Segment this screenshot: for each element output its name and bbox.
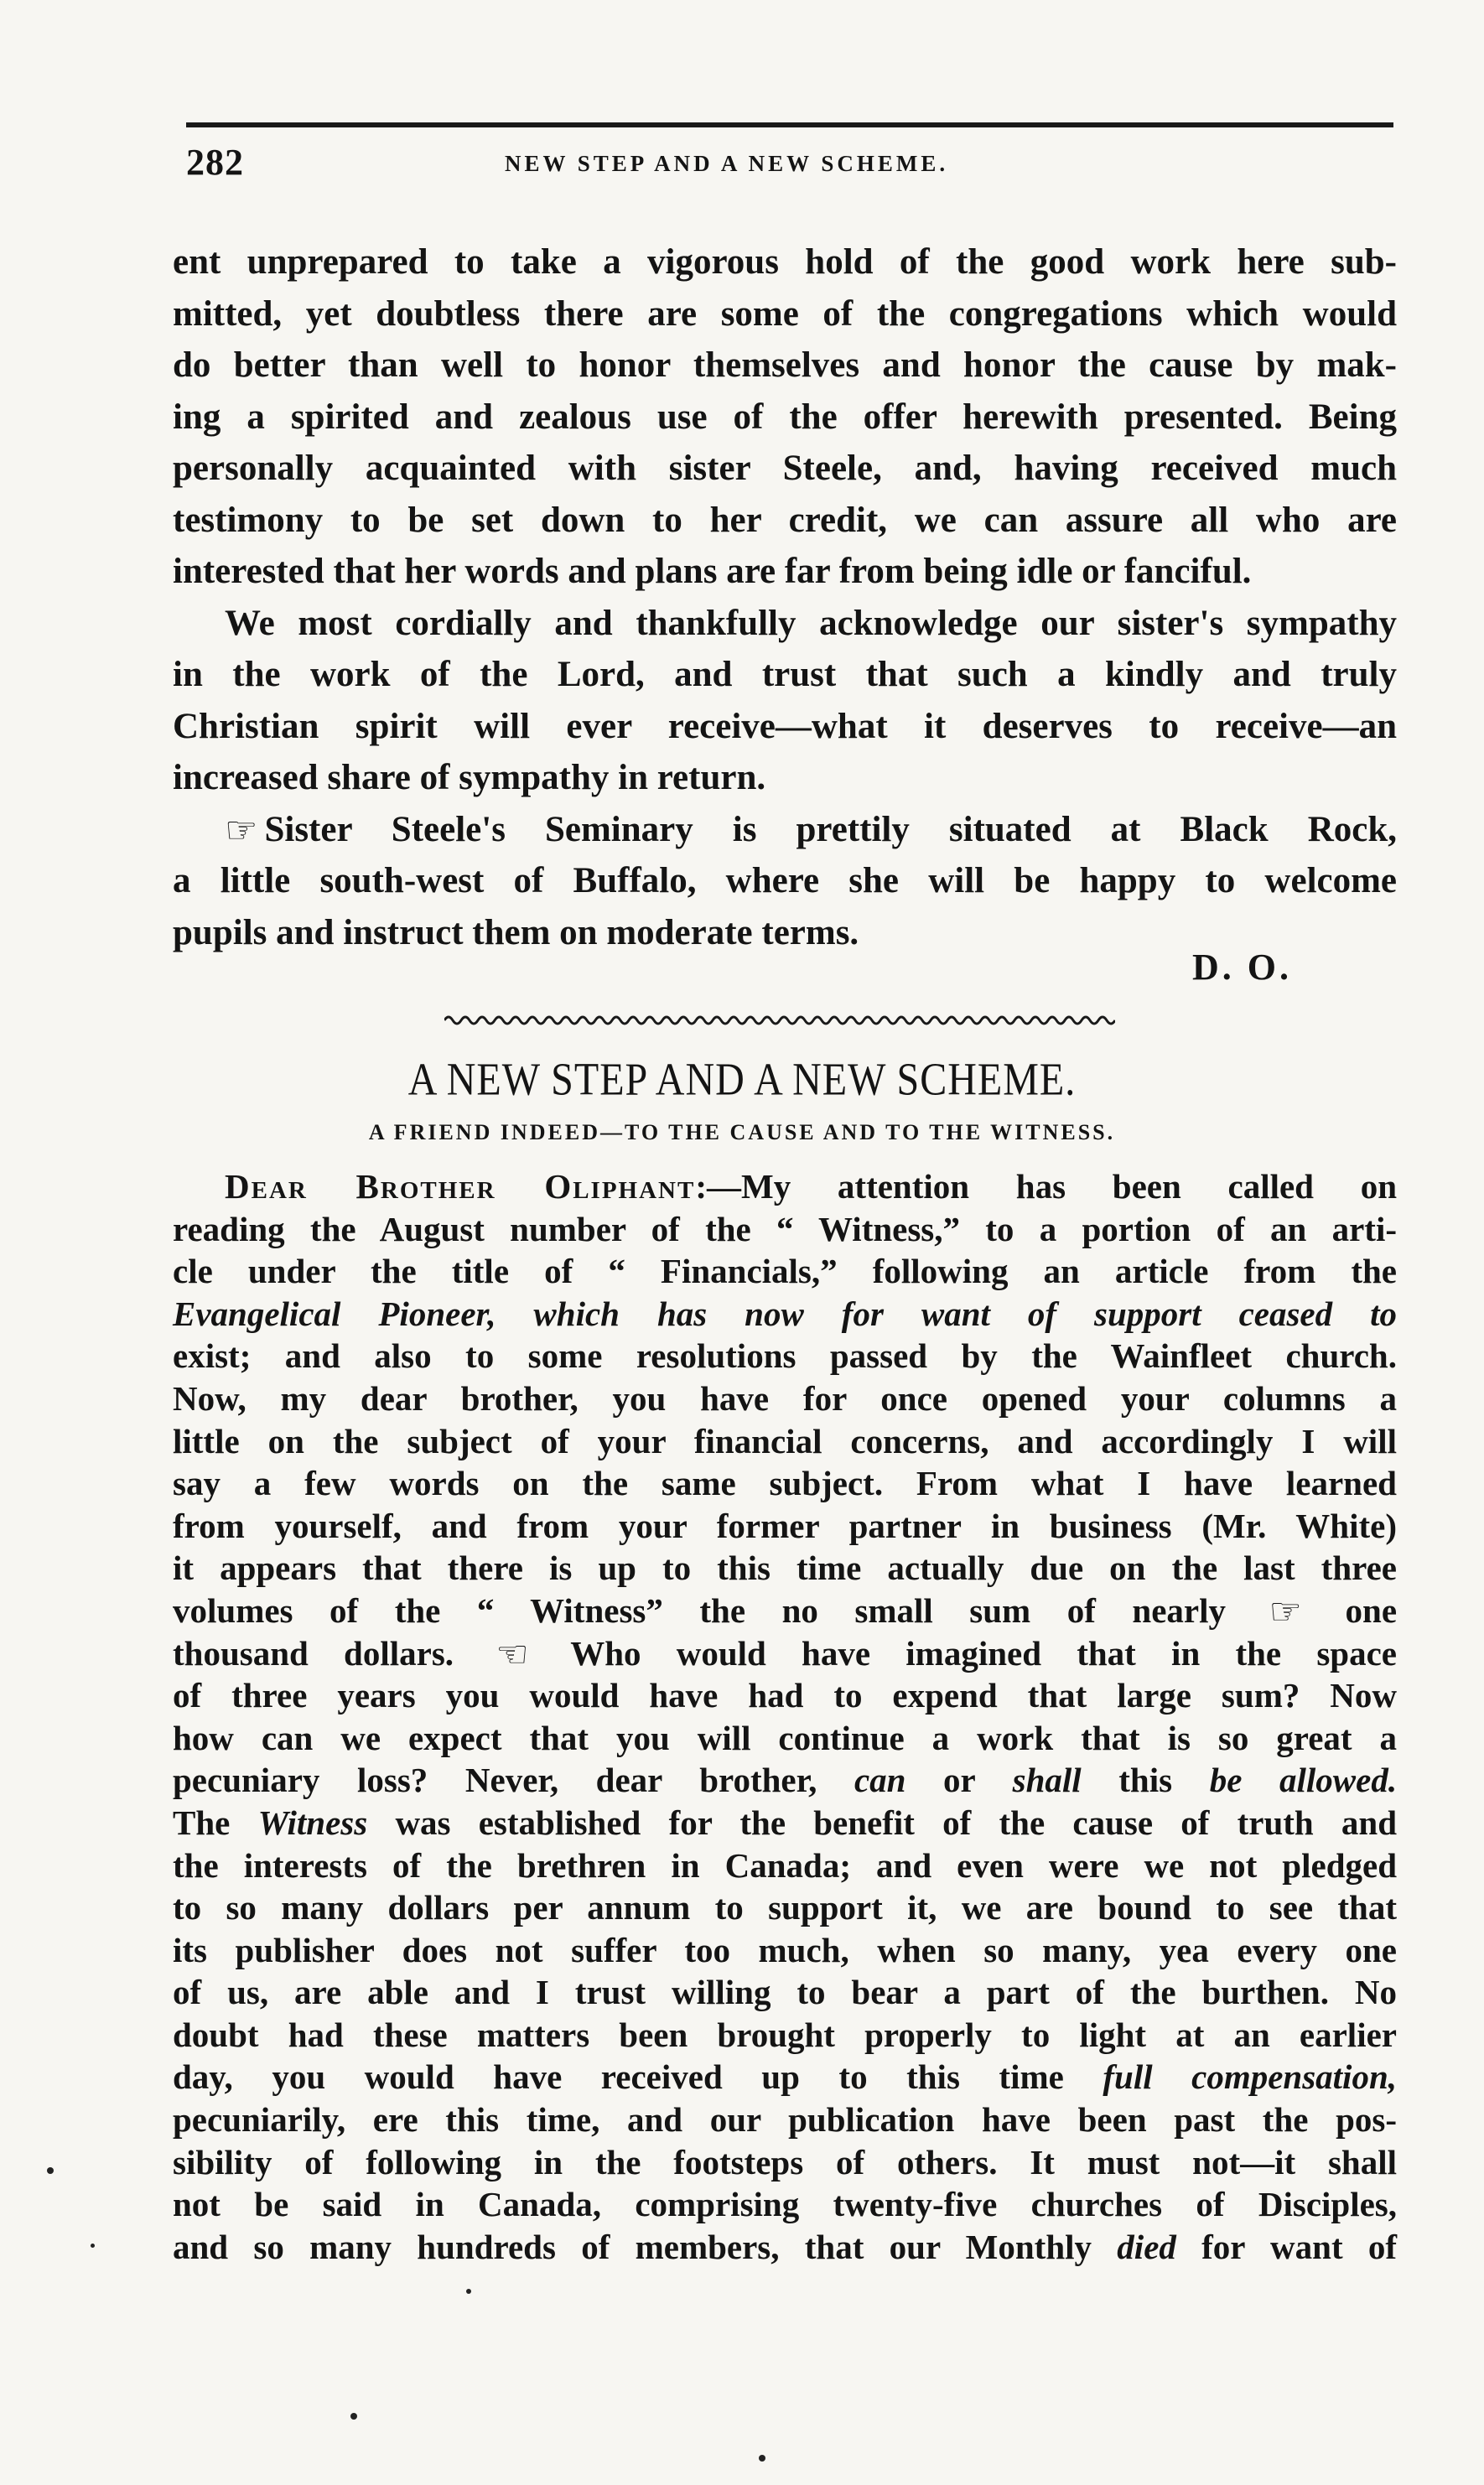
pointing-hand-icon: ☞ xyxy=(1269,1590,1302,1632)
ink-speck xyxy=(759,2455,765,2462)
text-line: pecuniarily, ere this time, and our publication have been past the pos- xyxy=(173,2100,1397,2140)
text-line: of us, are able and I trust willing to bear a part of the burthen. No xyxy=(173,1973,1397,2012)
text-line: personally acquainted with sister Steele, and, having received much xyxy=(173,449,1397,488)
text-line: from yourself, and from your former partner in business (Mr. White) xyxy=(173,1506,1397,1545)
text-line: and so many hundreds of members, that our Monthly died for want of xyxy=(173,2227,1398,2266)
salutation: Dear Brother Oliphant xyxy=(225,1167,696,1206)
pointing-hand-left-icon: ☜ xyxy=(496,1633,529,1675)
text-line: testimony to be set down to her credit, we can assure all who are xyxy=(173,500,1397,540)
text-line: thousand dollars. ☜ Who would have imagined that in the space xyxy=(173,1633,1397,1675)
text-line: cle under the title of “ Financials,” following an article from the xyxy=(173,1252,1397,1291)
running-title: NEW STEP AND A NEW SCHEME. xyxy=(505,151,949,176)
signature: D. O. xyxy=(1192,947,1292,988)
header-rule xyxy=(186,122,1393,127)
ink-speck xyxy=(350,2413,357,2420)
text-line: it appears that there is up to this time actually due on the last three xyxy=(173,1549,1397,1588)
text-line: ent unprepared to take a vigorous hold of the good work here sub- xyxy=(173,242,1397,282)
text-line: how can we expect that you will continue a work that is so great a xyxy=(173,1718,1397,1757)
text-line: little on the subject of your financial concerns, and accordingly I will xyxy=(173,1421,1397,1460)
ink-speck xyxy=(91,2244,95,2248)
text-line: reading the August number of the “ Witness,” to a portion of an arti- xyxy=(173,1209,1397,1248)
text-line: ing a spirited and zealous use of the offer herewith presented. Being xyxy=(173,397,1397,437)
text-line: Now, my dear brother, you have for once opened your columns a xyxy=(173,1378,1397,1418)
text-line: say a few words on the same subject. From what I have learned xyxy=(173,1464,1397,1503)
text-line: Dear Brother Oliphant:—My attention has been called on xyxy=(225,1167,1398,1206)
text-line: do better than well to honor themselves and honor the cause by mak- xyxy=(173,345,1397,385)
text-line: not be said in Canada, comprising twenty-five churches of Disciples, xyxy=(173,2185,1397,2224)
text-line: day, you would have received up to this time full compensation, xyxy=(173,2057,1398,2097)
letter-body xyxy=(173,1165,1397,2268)
text-line: a little south-west of Buffalo, where she will be happy to welcome xyxy=(173,861,1397,900)
wavy-divider xyxy=(444,1011,1115,1030)
text-line: sibility of following in the footsteps of others. It must not—it shall xyxy=(173,2142,1397,2182)
section-title: A NEW STEP AND A NEW SCHEME. xyxy=(407,1054,1077,1106)
article-continuation xyxy=(173,236,1397,958)
text-line: mitted, yet doubtless there are some of the congregations which would xyxy=(173,293,1397,334)
text-line: the interests of the brethren in Canada; and even were we not pledged xyxy=(173,1845,1397,1885)
text-line: doubt had these matters been brought properly to light at an earlier xyxy=(173,2015,1397,2054)
page-number: 282 xyxy=(186,142,244,183)
ink-speck xyxy=(47,2167,54,2174)
publication-title: Witness xyxy=(257,1803,368,1842)
text-line: The Witness was established for the benefit of the cause of truth and xyxy=(173,1803,1398,1842)
text-line: pecuniary loss? Never, dear brother, can or shall this be allowed. xyxy=(173,1761,1398,1800)
text-line: in the work of the Lord, and trust that such a kindly and truly xyxy=(173,655,1397,694)
text-line: volumes of the “ Witness” the no small sum of nearly ☞ one xyxy=(173,1590,1398,1632)
text-line: exist; and also to some resolutions passed by the Wainfleet church. xyxy=(173,1336,1397,1376)
notice-line: ☞ Sister Steele's Seminary is prettily situated at Black Rock, xyxy=(173,804,1397,856)
text-line: We most cordially and thankfully acknowledge our sister's sympathy xyxy=(225,603,1397,643)
ink-speck xyxy=(466,2289,471,2294)
text-line xyxy=(173,1293,1397,1336)
pointing-hand-icon: ☞ xyxy=(225,809,258,851)
text-line: of three years you would have had to expend that large sum? Now xyxy=(173,1676,1397,1715)
text-line: increased share of sympathy in return. xyxy=(173,758,766,797)
text-line: its publisher does not suffer too much, when so many, yea every one xyxy=(173,1930,1397,1969)
section-subtitle: A FRIEND INDEED—TO THE CAUSE AND TO THE WITNESS. xyxy=(368,1120,1116,1144)
publication-title: Evangelical Pioneer, which has now for want of support ceased to xyxy=(173,1294,1397,1333)
text-line: pupils and instruct them on moderate terms. xyxy=(173,912,859,952)
running-head xyxy=(186,141,1393,191)
text-line: Christian spirit will ever receive—what it deserves to receive—an xyxy=(173,706,1397,746)
text-line: to so many dollars per annum to support it, we are bound to see that xyxy=(173,1888,1397,1927)
text-line: interested that her words and plans are far from being idle or fanciful. xyxy=(173,552,1252,591)
